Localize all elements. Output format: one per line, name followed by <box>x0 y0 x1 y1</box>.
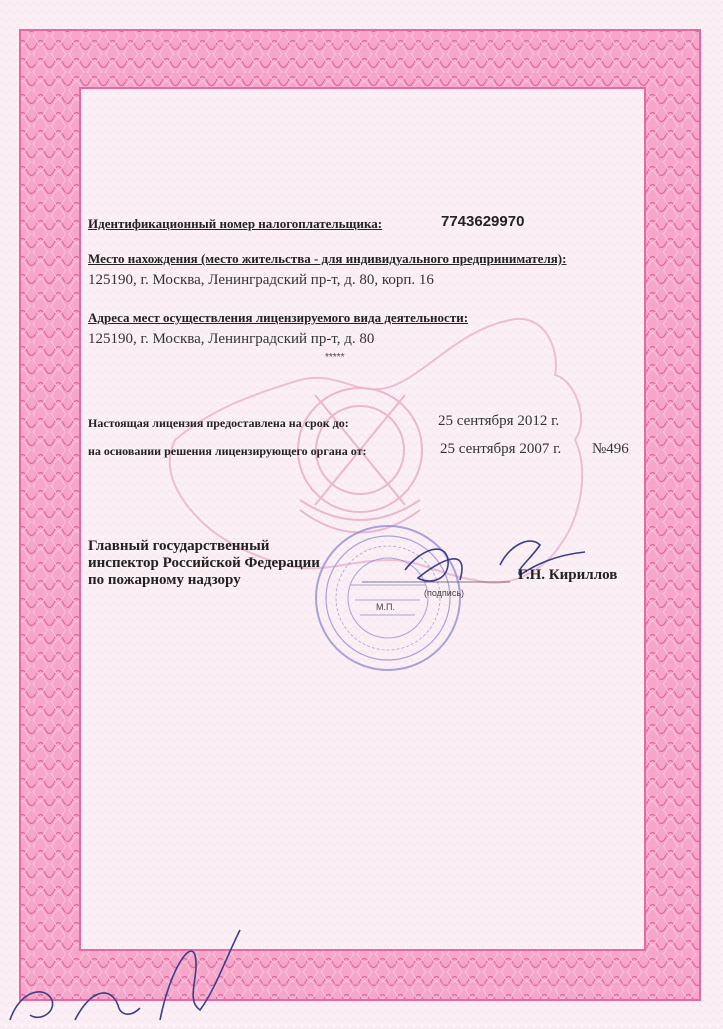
taxpayer-label: Идентификационный номер налогоплательщика: <box>88 216 383 231</box>
location-label: Место нахождения (место жительства - для индивидуального предпринимателя): <box>88 251 567 266</box>
signatory-title-1: Главный государственный <box>88 538 270 554</box>
term-label: Настоящая лицензия предоставлена на срок до: <box>88 416 349 430</box>
term-value: 25 сентября 2012 г. <box>438 413 560 429</box>
separator-stars: ***** <box>325 352 345 363</box>
signatory-title-3: по пожарному надзору <box>88 572 241 588</box>
signatory-name: Г.Н. Кириллов <box>518 567 618 583</box>
basis-label: на основании решения лицензирующего органа от: <box>88 444 367 458</box>
signatory-title-2: инспектор Российской Федерации <box>88 555 320 571</box>
location-value: 125190, г. Москва, Ленинградский пр-т, д. 80, корп. 16 <box>88 272 434 288</box>
activity-address-label: Адреса мест осуществления лицензируемого вида деятельности: <box>88 310 469 325</box>
signature-caption: (подпись) <box>424 588 465 598</box>
taxpayer-number: 7743629970 <box>441 213 525 230</box>
basis-number: №496 <box>592 441 629 457</box>
basis-date: 25 сентября 2007 г. <box>440 441 562 457</box>
stamp-caption: М.П. <box>376 602 395 612</box>
activity-address-value: 125190, г. Москва, Ленинградский пр-т, д. 80 <box>88 331 375 347</box>
